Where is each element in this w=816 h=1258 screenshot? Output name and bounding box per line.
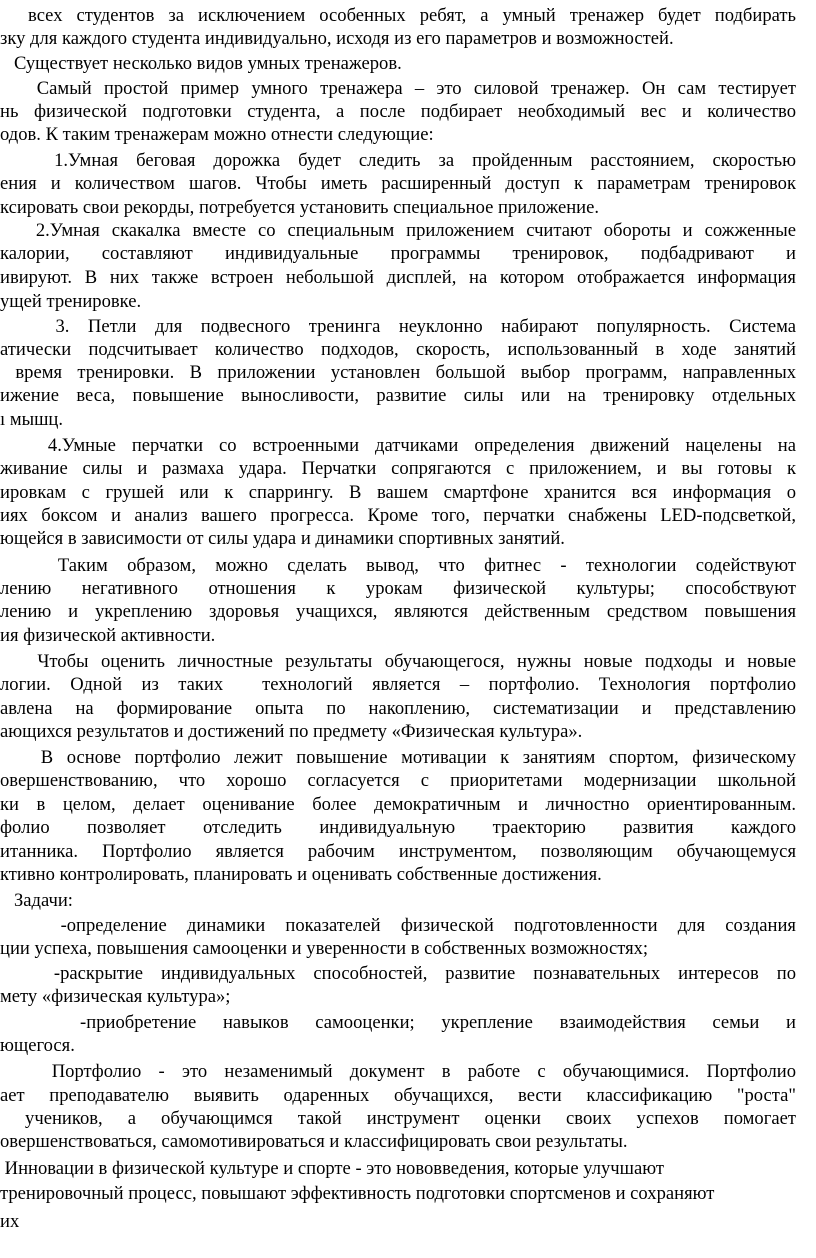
text-line: овершенствоваться, самомотивироваться и классифицировать свои результаты. xyxy=(0,1131,628,1152)
text-line: 3. Петли для подвесного тренинга неуклонно набирают популярность. Система xyxy=(0,316,796,337)
text-line: Чтобы оценить личностные результаты обучающегося, нужны новые подходы и новые xyxy=(0,651,796,672)
text-line: лению и укреплению здоровья учащихся, являются действенным средством повышения xyxy=(0,601,796,622)
text-line: ения и количеством шагов. Чтобы иметь расширенный доступ к параметрам тренировок xyxy=(0,173,796,194)
text-line: 4.Умные перчатки со встроенными датчиками определения движений нацелены на xyxy=(0,435,796,456)
text-line: Задачи: xyxy=(0,890,73,911)
text-line: калории, составляют индивидуальные программы тренировок, подбадривают и xyxy=(0,243,796,264)
text-line: -раскрытие индивидуальных способностей, развитие познавательных интересов по xyxy=(0,963,796,984)
text-line: ущей тренировке. xyxy=(0,291,142,312)
text-line: тренировочный процесс, повышают эффективность подготовки спортсменов и сохраняют xyxy=(0,1183,715,1204)
text-line: атически подсчитывает количество подходов, скорость, использованный в ходе занятий xyxy=(0,339,796,360)
text-line: Портфолио - это незаменимый документ в работе с обучающимися. Портфолио xyxy=(0,1061,796,1082)
text-line: время тренировки. В приложении установлен большой выбор программ, направленных xyxy=(0,362,796,383)
text-line: мету «физическая культура»; xyxy=(0,986,231,1007)
text-line: их xyxy=(0,1211,20,1232)
text-line: учеников, а обучающимся такой инструмент оценки своих успехов помогает xyxy=(0,1108,796,1129)
text-line: Таким образом, можно сделать вывод, что фитнес - технологии содействуют xyxy=(0,555,796,576)
text-line: ющейся в зависимости от силы удара и динамики спортивных занятий. xyxy=(0,528,565,549)
text-line: ı мышц. xyxy=(0,409,63,430)
text-line: ющегося. xyxy=(0,1035,75,1056)
text-line: ижение веса, повышение выносливости, развитие силы или на тренировку отдельных xyxy=(0,385,796,406)
text-line: живание силы и размаха удара. Перчатки сопрягаются с приложением, и вы готовы к xyxy=(0,458,796,479)
text-line: логии. Одной из таких технологий является – портфолио. Технология портфолио xyxy=(0,674,796,695)
text-line: 2.Умная скакалка вместе со специальным приложением считают обороты и сожженные xyxy=(0,220,796,241)
text-line: 1.Умная беговая дорожка будет следить за пройденным расстоянием, скоростью xyxy=(0,150,796,171)
text-line: ивируют. В них также встроен небольшой дисплей, на котором отображается информация xyxy=(0,267,796,288)
text-line: ировкам с грушей или к спаррингу. В вашем смартфоне хранится вся информация о xyxy=(0,482,796,503)
text-line: ает преподавателю выявить одаренных обучащихся, вести классификацию "роста" xyxy=(0,1085,796,1106)
text-line: ции успеха, повышения самооценки и уверенности в собственных возможностях; xyxy=(0,938,649,959)
text-line: ия физической активности. xyxy=(0,625,216,646)
text-line: В основе портфолио лежит повышение мотивации к занятиям спортом, физическому xyxy=(0,747,796,768)
text-line: одов. К таким тренажерам можно отнести следующие: xyxy=(0,124,434,145)
text-line: овершенствованию, что хорошо согласуется с приоритетами модернизации школьной xyxy=(0,770,796,791)
text-line: ающихся результатов и достижений по предмету «Физическая культура». xyxy=(0,721,583,742)
text-line: фолио позволяет отследить индивидуальную траекторию развития каждого xyxy=(0,817,796,838)
text-line: нь физической подготовки студента, а после подбирает необходимый вес и количество xyxy=(0,101,796,122)
text-line: зку для каждого студента индивидуально, исходя из его параметров и возможностей. xyxy=(0,28,674,49)
text-line: -определение динамики показателей физической подготовленности для создания xyxy=(0,915,796,936)
text-line: ки в целом, делает оценивание более демократичным и личностно ориентированным. xyxy=(0,794,796,815)
text-line: всех студентов за исключением особенных ребят, а умный тренажер будет подбирать xyxy=(0,5,796,26)
text-line: Инновации в физической культуре и спорте - это нововведения, которые улучшают xyxy=(0,1158,664,1179)
text-line: Существует несколько видов умных тренажеров. xyxy=(0,53,402,74)
text-line: иях боксом и анализ вашего прогресса. Кроме того, перчатки снабжены LED-подсветкой, xyxy=(0,505,796,526)
text-line: -приобретение навыков самооценки; укрепление взаимодействия семьи и xyxy=(0,1012,796,1033)
text-line: ктивно контролировать, планировать и оценивать собственные достижения. xyxy=(0,864,602,885)
text-line: итанника. Портфолио является рабочим инструментом, позволяющим обучающемуся xyxy=(0,841,796,862)
text-line: ксировать свои рекорды, потребуется установить специальное приложение. xyxy=(0,197,599,218)
text-line: Самый простой пример умного тренажера – это силовой тренажер. Он сам тестирует xyxy=(0,78,796,99)
text-line: лению негативного отношения к урокам физической культуры; способствуют xyxy=(0,578,796,599)
text-line: авлена на формирование опыта по накоплению, систематизации и представлению xyxy=(0,698,796,719)
